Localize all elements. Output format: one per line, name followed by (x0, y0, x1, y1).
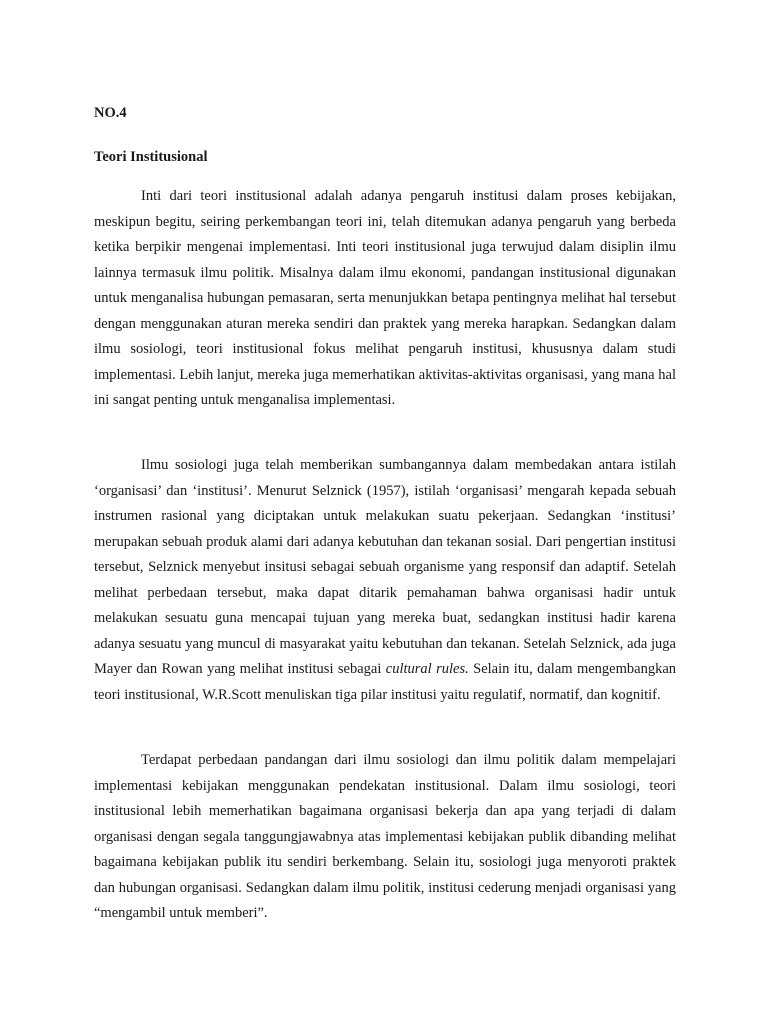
paragraph-2-text-end: Selain itu, dalam mengembangkan teori institusional, W.R.Scott menuliskan tiga pilar institusi yaitu regulatif, normatif, dan kognitif. (94, 661, 677, 703)
paragraph-2 (94, 453, 676, 708)
section-title: Teori Institusional (94, 149, 208, 165)
section-number: NO.4 (94, 105, 127, 121)
paragraph-1 (94, 184, 676, 414)
document-page (94, 0, 676, 1024)
paragraph-3-text: Terdapat perbedaan pandangan dari ilmu sosiologi dan ilmu politik dalam mempelajari implementasi kebijakan menggunakan pendekatan institusional. Dalam ilmu sosiologi, teori institusional lebih memerhatikan bagaimana organisasi bekerja dan apa yang terjadi di dalam organisasi dengan segala tanggungjawabnya atas implementasi kebijakan publik dibanding melihat bagaimana kebijakan publik itu sendiri berkembang. Selain itu, sosiologi juga menyoroti praktek dan hubungan organisasi. Sedangkan dalam ilmu politik, institusi cederung menjadi organisasi yang “mengambil untuk memberi”. (94, 752, 676, 921)
paragraph-2-text-start: Ilmu sosiologi juga telah memberikan sumbangannya dalam membedakan antara istilah ‘organisasi’ dan ‘institusi’. Menurut Selznick (1957), istilah ‘organisasi’ mengarah kepada sebuah instrumen rasional yang diciptakan untuk melakukan suatu pekerjaan. Sedangkan ‘institusi’ merupakan sebuah produk alami dari adanya kebutuhan dan tekanan sosial. Dari pengertian institusi tersebut, Selznick menyebut insitusi sebagai sebuah organisme yang responsif dan adaptif. Setelah melihat perbedaan tersebut, maka dapat ditarik pemahaman bahwa organisasi hadir untuk melakukan sesuatu guna mencapai tujuan yang mereka buat, sedangkan institusi hadir karena adanya sesuatu yang muncul di masyarakat yaitu kebutuhan dan tekanan. Setelah Selznick, ada juga Mayer dan Rowan yang melihat institusi sebagai (94, 457, 676, 677)
paragraph-2-italic-term: cultural rules. (385, 661, 469, 677)
paragraph-1-text: Inti dari teori institusional adalah adanya pengaruh institusi dalam proses kebijakan, meskipun begitu, seiring perkembangan teori ini, telah ditemukan adanya pengaruh yang berbeda ketika berpikir mengenai implementasi. Inti teori institusional juga terwujud dalam disiplin ilmu lainnya termasuk ilmu politik. Misalnya dalam ilmu ekonomi, pandangan institusional digunakan untuk menganalisa hubungan pemasaran, serta menunjukkan betapa pentingnya melihat hal tersebut dengan menggunakan aturan mereka sendiri dan praktek yang mereka harapkan. Sedangkan dalam ilmu sosiologi, teori institusional fokus melihat pengaruh institusi, khususnya dalam studi implementasi. Lebih lanjut, mereka juga memerhatikan aktivitas-aktivitas organisasi, yang mana hal ini sangat penting untuk menganalisa implementasi. (94, 188, 676, 408)
paragraph-3 (94, 748, 676, 927)
